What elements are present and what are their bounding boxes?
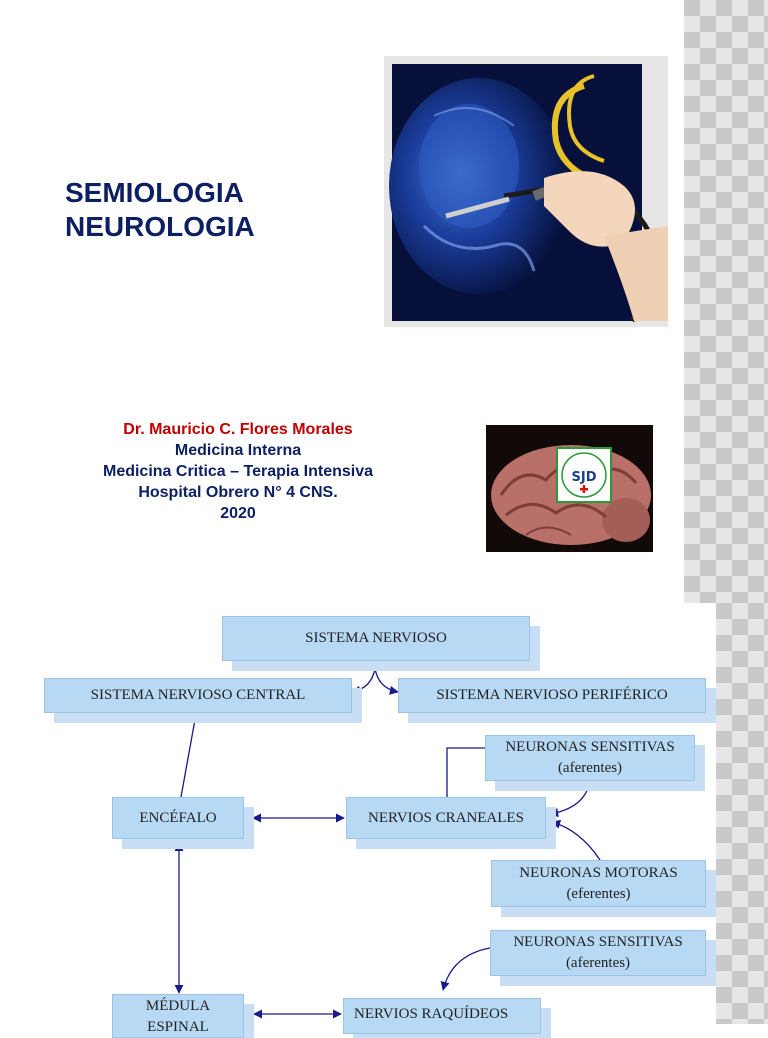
author-year: 2020 [220, 505, 256, 522]
node-label: MÉDULA [145, 998, 211, 1014]
author-specialty: Medicina Interna [174, 442, 302, 459]
node-label: ENCÉFALO [139, 809, 217, 826]
node-label: NEURONAS MOTORAS [519, 864, 678, 881]
author-hospital: Hospital Obrero N° 4 CNS. [138, 484, 338, 501]
title-line-2: NEUROLOGIA [65, 211, 255, 242]
node-nervios-craneales [346, 797, 546, 839]
node-sistema-nervioso-central [44, 678, 352, 713]
node-sublabel: (eferentes) [566, 885, 631, 902]
node-encefalo [112, 797, 244, 839]
node-neuronas-sensitivas-1 [485, 735, 695, 781]
node-label: SISTEMA NERVIOSO [305, 630, 447, 646]
node-label: SISTEMA NERVIOSO CENTRAL [90, 687, 306, 703]
node-label: SISTEMA NERVIOSO PERIFÉRICO [436, 687, 668, 703]
node-sublabel: (aferentes) [565, 955, 631, 971]
node-label: NERVIOS RAQUÍDEOS [354, 1006, 509, 1022]
node-sublabel: (aferentes) [557, 760, 623, 776]
node-label: NEURONAS SENSITIVAS [513, 934, 683, 950]
node-sistema-nervioso [222, 616, 530, 661]
svg-text:SJD: SJD [571, 470, 597, 485]
node-label: NERVIOS CRANEALES [368, 809, 524, 826]
author-name: Dr. Mauricio C. Flores Morales [123, 421, 353, 438]
node-neuronas-sensitivas-2 [490, 930, 706, 976]
node-sistema-nervioso-periferico [398, 678, 706, 713]
node-sublabel: ESPINAL [147, 1019, 209, 1035]
node-nervios-raquideos [343, 998, 541, 1034]
node-label: NEURONAS SENSITIVAS [505, 739, 675, 755]
title-line-1: SEMIOLOGIA [65, 177, 244, 208]
node-medula-espinal [112, 994, 244, 1038]
node-neuronas-motoras [491, 860, 706, 907]
author-subspecialty: Medicina Critica – Terapia Intensiva [102, 463, 374, 480]
